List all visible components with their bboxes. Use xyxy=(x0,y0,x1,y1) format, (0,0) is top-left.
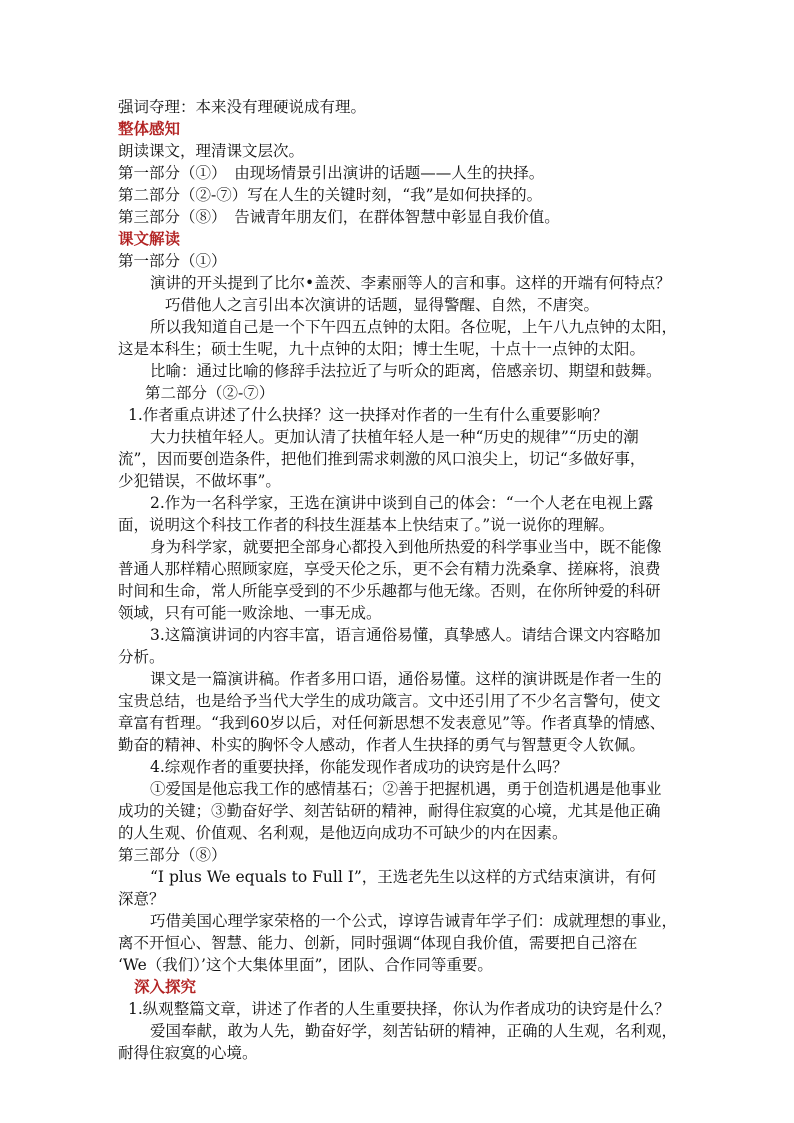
text-line: 爱国奉献，敢为人先，勤奋好学，刻苦钻研的精神，正确的人生观，名利观， xyxy=(150,1022,678,1040)
text-line: 巧借他人之言引出本次演讲的话题，显得警醒、自然，不唐突。 xyxy=(165,296,600,314)
text-line: 第三部分（⑧） 告诫青年朋友们，在群体智慧中彰显自我价值。 xyxy=(118,208,560,226)
text-line: 宝贵总结，也是给予当代大学生的成功箴言。文中还引用了不少名言警句，使文 xyxy=(118,692,661,710)
text-line: 勤奋的精神、朴实的胸怀令人感动，作者人生抉择的勇气与智慧更令人钦佩。 xyxy=(118,736,646,754)
text-line: 流”，因而要创造条件，把他们推到需求刺激的风口浪尖上，切记“多做好事， xyxy=(118,450,646,468)
text-line: 强词夺理：本来没有理硬说成有理。 xyxy=(118,98,367,116)
text-line: 领域，只有可能一败涂地、一事无成。 xyxy=(118,604,382,622)
text-line: 1.纵观整篇文章，讲述了作者的人生重要抉择，你认为作者成功的诀窍是什么？ xyxy=(128,1000,670,1018)
text-line: 时间和生命，常人所能享受到的不少乐趣都与他无缘。否则，在你所钟爱的科研 xyxy=(118,582,661,600)
text-line: 面，说明这个科技工作者的科技生涯基本上快结束了。”说一说你的理解。 xyxy=(118,516,615,534)
text-line: 的人生观、价值观、名利观，是他迈向成功不可缺少的内在因素。 xyxy=(118,824,568,842)
text-line: 1.作者重点讲述了什么抉择？这一抉择对作者的一生有什么重要影响？ xyxy=(128,406,608,424)
text-line: 第一部分（①） xyxy=(118,252,227,270)
text-line: 3.这篇演讲词的内容丰富，语言通俗易懂，真挚感人。请结合课文内容略加 xyxy=(150,626,661,644)
text-line: 成功的关键；③勤奋好学、刻苦钻研的精神，耐得住寂寞的心境，尤其是他正确 xyxy=(118,802,661,820)
text-line: ①爱国是他忘我工作的感情基石；②善于把握机遇，勇于创造机遇是他事业 xyxy=(150,780,662,798)
section-heading: 整体感知 xyxy=(118,119,181,138)
text-line: 少犯错误，不做坏事”。 xyxy=(118,472,281,490)
text-line: 大力扶植年轻人。更加认清了扶植年轻人是一种“历史的规律”“历史的潮 xyxy=(150,428,639,446)
text-line: 所以我知道自己是一个下午四五点钟的太阳。各位呢，上午八九点钟的太阳， xyxy=(150,318,678,336)
text-line: 分析。 xyxy=(118,648,165,666)
text-line: ‘We（我们）’这个大集体里面”，团队、合作同等重要。 xyxy=(118,956,493,974)
text-line: 4.综观作者的重要抉择，你能发现作者成功的诀窍是什么吗？ xyxy=(150,758,568,776)
text-line: 第一部分（①） 由现场情景引出演讲的话题——人生的抉择。 xyxy=(118,164,545,182)
text-line: 章富有哲理。“我到60岁以后，对任何新思想不发表意见”等。作者真挚的情感、 xyxy=(118,714,666,732)
text-line: “I plus We equals to Full I”，王选老先生以这样的方式结束演讲，有何 xyxy=(150,868,657,886)
section-heading: 课文解读 xyxy=(118,229,181,248)
text-line: 离不开恒心、智慧、能力、创新，同时强调“体现自我价值，需要把自己溶在 xyxy=(118,934,638,952)
text-line: 朗读课文，理清课文层次。 xyxy=(118,142,305,160)
text-line: 深意？ xyxy=(118,890,165,908)
text-line: 这是本科生；硕士生呢，九十点钟的太阳；博士生呢，十点十一点钟的太阳。 xyxy=(118,340,646,358)
text-line: 耐得住寂寞的心境。 xyxy=(118,1044,258,1062)
section-heading: 深入探究 xyxy=(134,977,197,996)
text-line: 比喻：通过比喻的修辞手法拉近了与听众的距离，倍感亲切、期望和鼓舞。 xyxy=(150,362,662,380)
text-line: 课文是一篇演讲稿。作者多用口语，通俗易懂。这样的演讲既是作者一生的 xyxy=(150,670,662,688)
text-line: 巧借美国心理学家荣格的一个公式，谆谆告诫青年学子们：成就理想的事业， xyxy=(150,912,678,930)
text-line: 第二部分（②-⑦） xyxy=(145,384,275,402)
text-line: 普通人那样精心照顾家庭，享受天伦之乐，更不会有精力洗桑拿、搓麻将，浪费 xyxy=(118,560,661,578)
text-line: 2.作为一名科学家，王选在演讲中谈到自己的体会：“一个人老在电视上露 xyxy=(150,494,654,512)
text-line: 演讲的开头提到了比尔•盖茨、李素丽等人的言和事。这样的开端有何特点？ xyxy=(150,274,671,292)
text-line: 第二部分（②-⑦）写在人生的关键时刻，“我”是如何抉择的。 xyxy=(118,186,543,204)
text-line: 身为科学家，就要把全部身心都投入到他所热爱的科学事业当中，既不能像 xyxy=(150,538,662,556)
text-line: 第三部分（⑧） xyxy=(118,846,227,864)
